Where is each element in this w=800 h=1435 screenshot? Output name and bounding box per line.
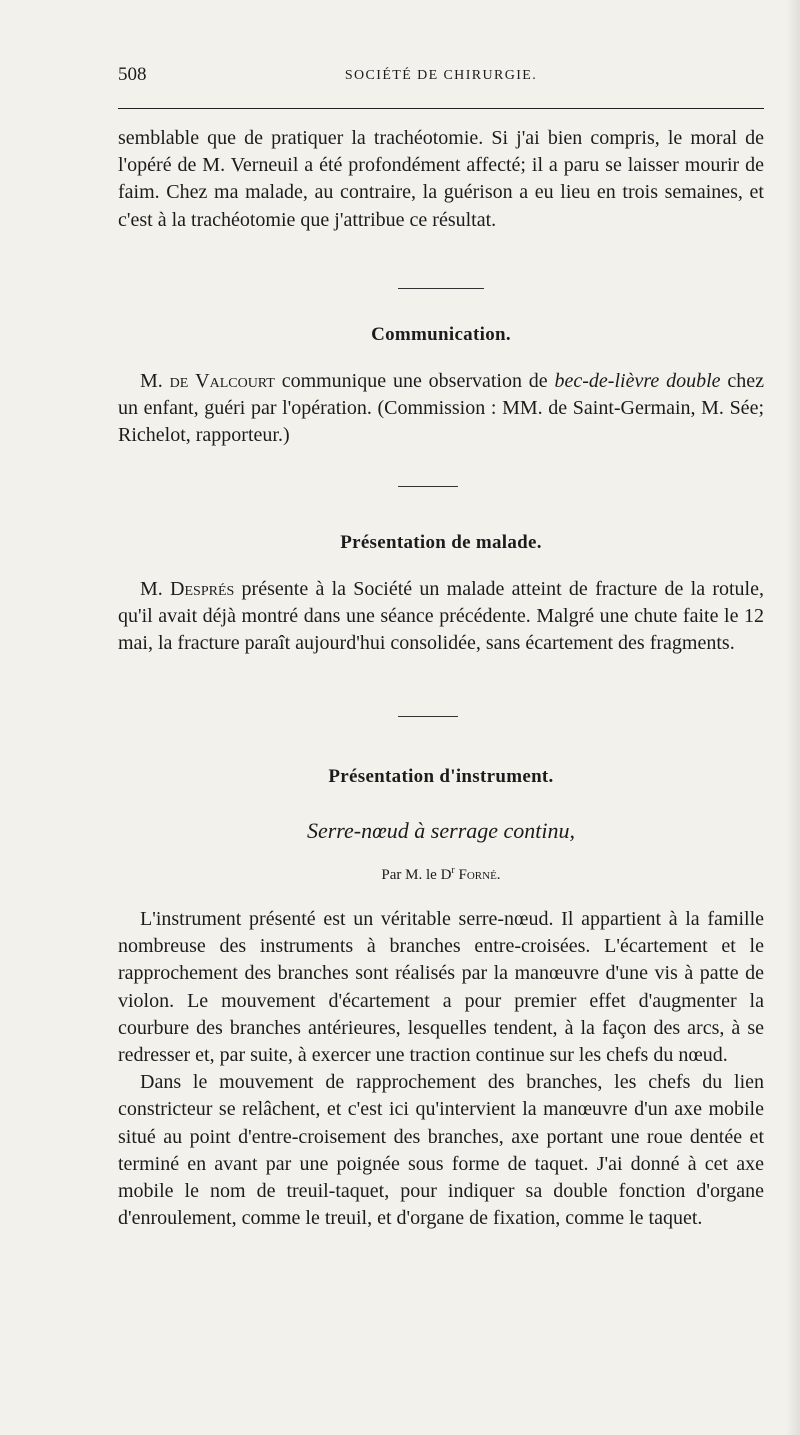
section-separator — [398, 486, 458, 487]
communication-name-particle: de — [169, 370, 189, 392]
byline-prefix: Par M. le D — [381, 867, 452, 883]
communication-text-3: chez un enfant, guéri par l'opération. (Commission : MM. de Saint-Germain, M. Sée; Richelot, rapporteur.) — [118, 370, 764, 447]
communication-italic-term: bec-de-lièvre double — [554, 370, 721, 392]
presentation-malade-paragraph — [118, 576, 764, 658]
communication-text-2: communique une observation de — [274, 370, 555, 392]
instrument-subtitle: Serre-nœud à serrage continu, — [306, 818, 576, 843]
communication-author-name: Valcourt — [195, 370, 275, 392]
section-separator — [398, 288, 484, 289]
running-header — [118, 64, 764, 90]
malade-text-1: M. — [140, 578, 171, 600]
running-title: SOCIÉTÉ DE CHIRURGIE. — [344, 68, 538, 83]
section-separator — [398, 716, 458, 717]
page-edge-shadow — [786, 0, 800, 1435]
instrument-paragraph-1: L'instrument présenté est un véritable serre-nœud. Il appartient à la famille nombreuse des instruments à branches entre-croisées. L'écartement et le rapprochement des branches sont réalisés par la manœuvre d'une vis à patte de violon. Le mouvement d'écartement a pour premier effet d'augmenter la courbure des branches antérieures, lesquelles tendent, à la façon des arcs, à se redresser et, par suite, à exercer une traction continue sur les chefs du nœud. — [118, 908, 764, 1067]
malade-text-2: présente à la Société un malade atteint de fracture de la rotule, qu'il avait déjà montré dans une séance précédente. Malgré une chute faite le 12 mai, la fracture paraît aujourd'hui consolidée, sans écartement des fragments. — [118, 578, 764, 655]
instrument-byline — [118, 867, 764, 884]
opening-paragraph-block — [118, 125, 764, 234]
malade-author-name: Després — [170, 578, 235, 600]
header-rule — [118, 108, 764, 109]
communication-paragraph — [118, 368, 764, 450]
presentation-malade-block — [118, 576, 764, 658]
opening-paragraph: semblable que de pratiquer la trachéotomie. Si j'ai bien compris, le moral de l'opéré de M. Verneuil a été profondément affecté; il a paru se laisser mourir de faim. Chez ma malade, au contraire, la guérison a eu lieu en trois semaines, et c'est à la trachéotomie que j'attribue ce résultat. — [118, 127, 764, 231]
presentation-instrument-heading: Présentation d'instrument. — [328, 766, 554, 787]
byline-author-name: Forné. — [458, 867, 501, 883]
byline-superscript: r — [451, 865, 455, 876]
communication-block — [118, 368, 764, 450]
page-number: 508 — [118, 64, 147, 85]
communication-heading: Communication. — [371, 324, 511, 345]
instrument-text-block — [118, 906, 764, 1232]
communication-text-1: M. — [140, 370, 170, 392]
instrument-paragraph-2: Dans le mouvement de rapprochement des branches, les chefs du lien constricteur se relâchent, et c'est ici qu'intervient la manœuvre d'un axe mobile situé au point d'entre-croisement des branches, axe portant une roue dentée et terminé en avant par une poignée sous forme de taquet. J'ai donné à cet axe mobile le nom de treuil-taquet, pour indiquer sa double fonction d'organe d'enroulement, comme le treuil, et d'organe de fixation, comme le taquet. — [118, 1071, 764, 1230]
presentation-malade-heading: Présentation de malade. — [340, 532, 542, 553]
